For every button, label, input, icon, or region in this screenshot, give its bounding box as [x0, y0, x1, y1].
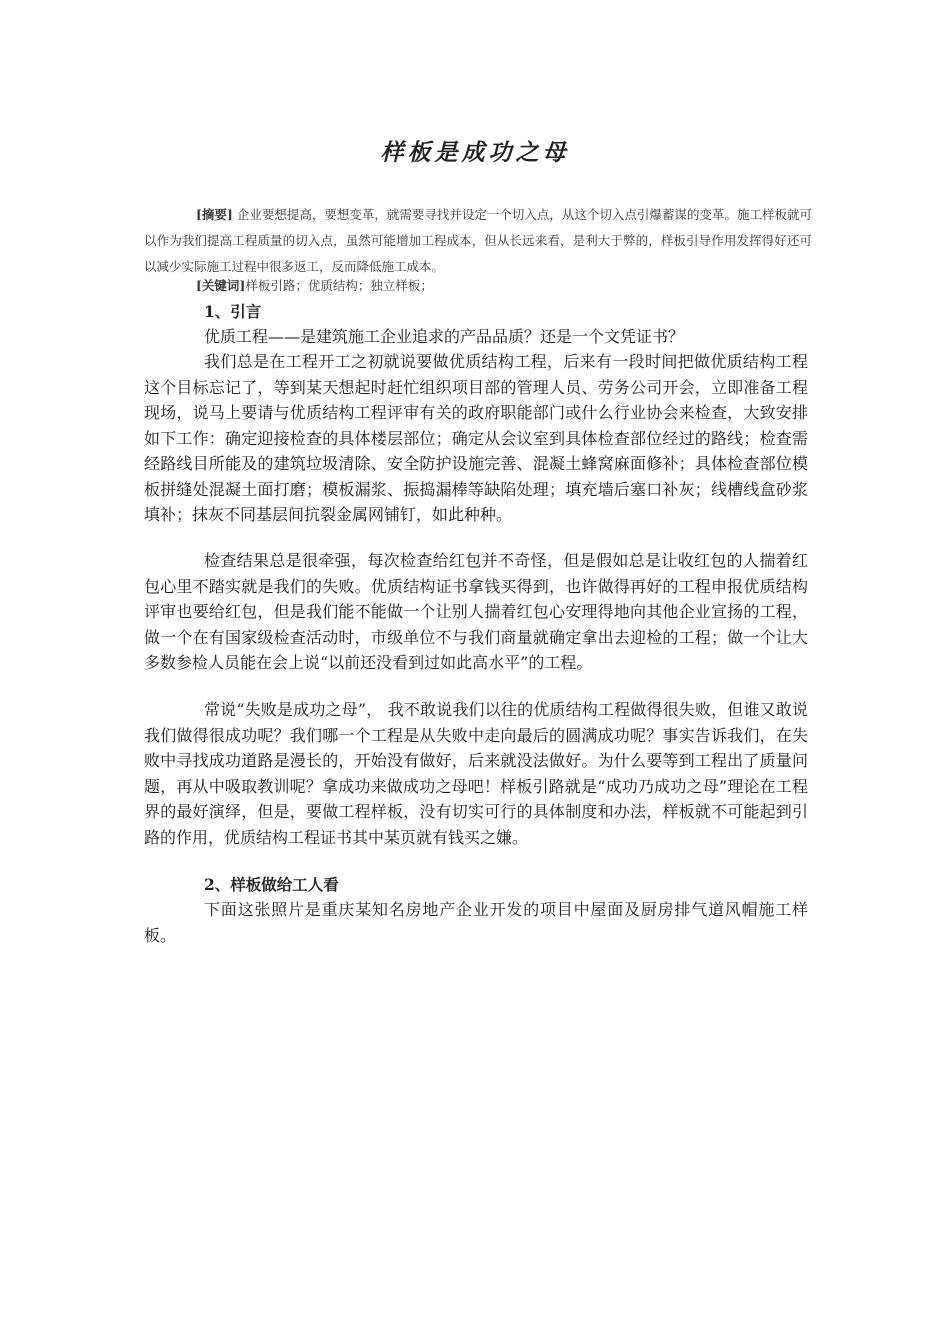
keywords-line: [196, 276, 433, 296]
section-heading-samples: 2、样板做给工人看: [204, 875, 339, 894]
document-title: 样板是成功之母: [380, 139, 570, 166]
body-paragraph: 检查结果总是很牵强，每次检查给红包并不奇怪，但是假如总是让收红包的人揣着红包心里不踏实就是我们的失败。优质结构证书拿钱买得到，也许做得再好的工程申报优质结构评审也要给红包，但是我们能不能做一个让别人揣着红包心安理得地向其他企业宣扬的工程，做一个在有国家级检查活动时，市级单位不与我们商量就确定拿出去迎检的工程；做一个让大多数参检人员能在会上说“以前还没看到过如此高水平”的工程。: [144, 551, 808, 672]
body-paragraph: 优质工程——是建筑施工企业追求的产品品质？还是一个文凭证书？: [204, 327, 685, 346]
keywords-label: [关键词]: [196, 278, 246, 293]
section-heading-introduction: 1、引言: [204, 302, 262, 321]
body-paragraph: 下面这张照片是重庆某知名房地产企业开发的项目中屋面及厨房排气道风帽施工样板。: [144, 900, 808, 945]
abstract-text: 企业要想提高，要想变革，就需要寻找并设定一个切入点，从这个切入点引爆蓄谋的变革。施工样板就可以作为我们提高工程质量的切入点，虽然可能增加工程成本，但从长远来看，是利大于弊的，样板引导作用发挥得好还可以减少实际施工过程中很多返工，反而降低施工成本。: [144, 207, 812, 274]
body-paragraph: 常说“失败是成功之母”， 我不敢说我们以往的优质结构工程做得很失败，但谁又敢说我们做得很成功呢？我们哪一个工程是从失败中走向最后的圆满成功呢？事实告诉我们，在失败中寻找成功道路是漫长的，开始没有做好，后来就没法做好。为什么要等到工程出了质量问题，再从中吸取教训呢？拿成功来做成功之母吧！样板引路就是“成功乃成功之母”理论在工程界的最好演绎，但是，要做工程样板，没有切实可行的具体制度和办法，样板就不可能起到引路的作用，优质结构工程证书其中某页就有钱买之嫌。: [144, 700, 808, 847]
abstract-paragraph: [144, 202, 812, 280]
keywords-text: 样板引路；优质结构；独立样板；: [245, 278, 433, 293]
body-paragraph: 我们总是在工程开工之初就说要做优质结构工程，后来有一段时间把做优质结构工程这个目标忘记了，等到某天想起时赶忙组织项目部的管理人员、劳务公司开会，立即准备工程现场，说马上要请与优质结构工程评审有关的政府职能部门或什么行业协会来检查，大致安排如下工作：确定迎接检查的具体楼层部位；确定从会议室到具体检查部位经过的路线；检查需经路线目所能及的建筑垃圾清除、安全防护设施完善、混凝土蜂窝麻面修补；具体检查部位模板拼缝处混凝土面打磨；模板漏浆、振捣漏棒等缺陷处理；填充墙后塞口补灰；线槽线盒砂浆填补；抹灰不同基层间抗裂金属网铺钉，如此种种。: [144, 352, 808, 524]
abstract-label: [摘要]: [196, 207, 233, 222]
